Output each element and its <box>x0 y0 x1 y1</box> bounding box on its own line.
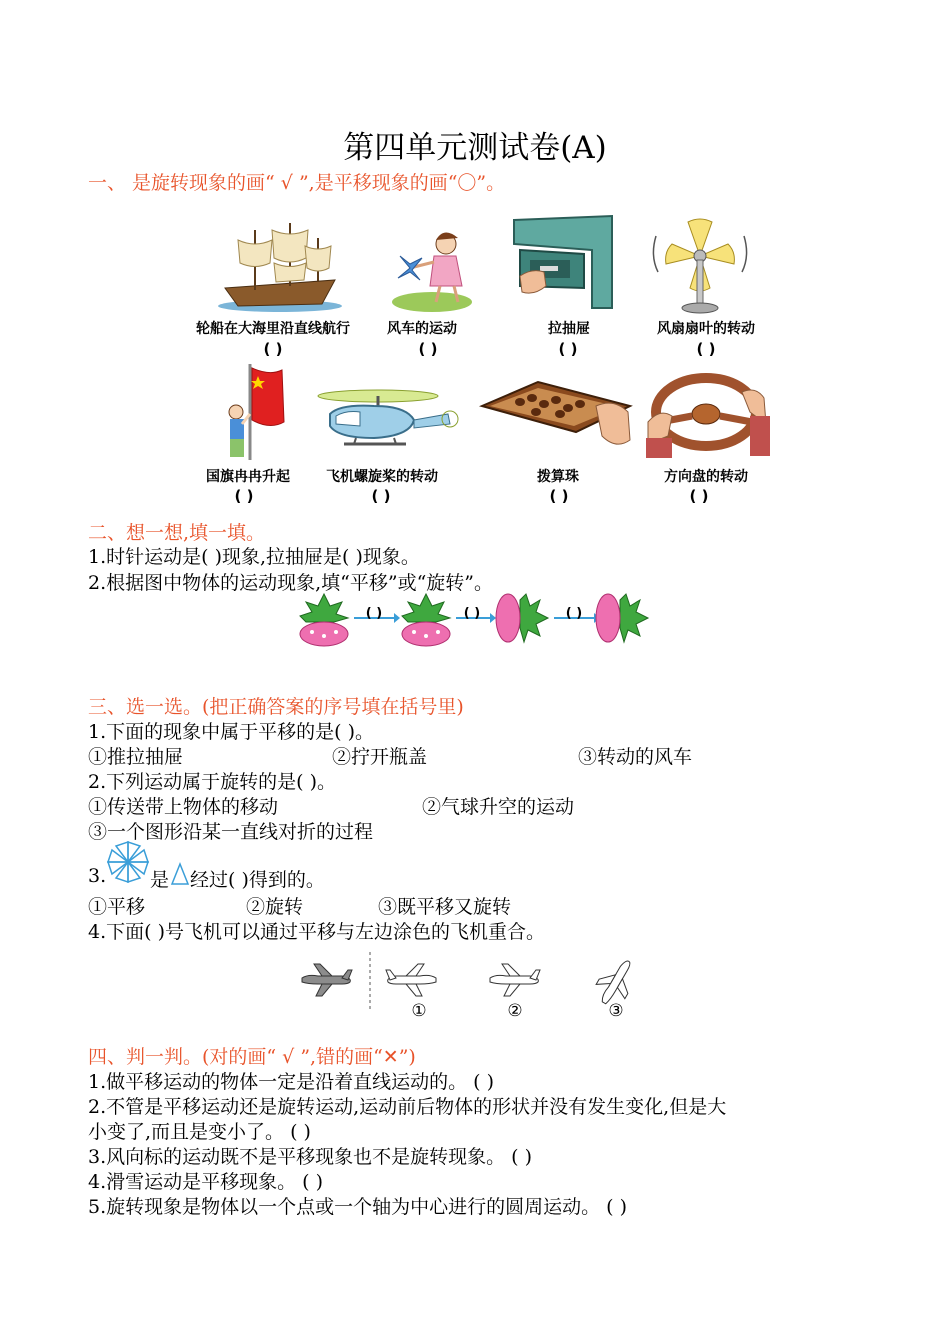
shaded-airplane-icon <box>298 962 354 998</box>
section2-question-1: 1.时针运动是( )现象,拉抽屉是( )现象。 <box>88 546 420 568</box>
q1-option-3[interactable]: ③转动的风车 <box>578 746 693 768</box>
answer-blank-drawer[interactable]: ( ) <box>558 340 578 358</box>
q3-option-1[interactable]: ①平移 <box>88 896 146 918</box>
q3-option-2[interactable]: ②旋转 <box>246 896 304 918</box>
airplane-label-3[interactable]: ③ <box>608 1001 624 1021</box>
answer-blank-flag[interactable]: ( ) <box>234 487 254 505</box>
caption-pinwheel: 风车的运动 <box>387 321 457 337</box>
divider-line <box>368 952 372 1012</box>
q1-option-1[interactable]: ①推拉抽屉 <box>88 746 184 768</box>
section3-question-3-text-b: 经过( )得到的。 <box>190 869 325 891</box>
section3-question-3-text-a: 是 <box>150 869 170 891</box>
caption-flag: 国旗冉冉升起 <box>206 469 290 485</box>
judge-item-2-cont: 小变了,而且是变小了。 ( ) <box>88 1121 311 1143</box>
answer-blank-abacus[interactable]: ( ) <box>549 487 569 505</box>
answer-blank-helicopter[interactable]: ( ) <box>371 487 391 505</box>
judge-item-5: 5.旋转现象是物体以一个点或一个轴为中心进行的圆周运动。 ( ) <box>88 1196 628 1218</box>
arrow-blank-3[interactable]: ( ) <box>565 606 583 621</box>
section4-heading: 四、判一判。(对的画“ √ ”,错的画“✕”) <box>88 1046 416 1068</box>
drawer-icon <box>512 216 616 312</box>
caption-steering: 方向盘的转动 <box>664 469 748 485</box>
answer-blank-fan[interactable]: ( ) <box>696 340 716 358</box>
flag-icon <box>218 362 288 462</box>
caption-abacus: 拨算珠 <box>537 469 579 485</box>
steering-wheel-icon <box>646 372 770 462</box>
q2-option-2[interactable]: ②气球升空的运动 <box>422 796 575 818</box>
judge-item-4: 4.滑雪运动是平移现象。 ( ) <box>88 1171 324 1193</box>
section3-question-3-number: 3. <box>88 865 107 887</box>
caption-ship: 轮船在大海里沿直线航行 <box>196 321 350 337</box>
plant-pot-icon <box>296 590 352 646</box>
caption-drawer: 拉抽屉 <box>548 321 590 337</box>
plant-pot-rotated-icon <box>496 590 552 646</box>
q2-option-1[interactable]: ①传送带上物体的移动 <box>88 796 279 818</box>
section2-heading: 二、想一想,填一填。 <box>88 522 266 544</box>
plant-pot-icon <box>398 590 454 646</box>
q2-option-3[interactable]: ③一个图形沿某一直线对折的过程 <box>88 821 374 843</box>
helicopter-icon <box>310 374 460 458</box>
pinwheel-icon <box>370 222 480 312</box>
page-title: 第四单元测试卷(A) <box>343 130 607 166</box>
q1-option-2[interactable]: ②拧开瓶盖 <box>332 746 428 768</box>
arrow-blank-2[interactable]: ( ) <box>463 606 481 621</box>
airplane-label-1[interactable]: ① <box>411 1001 427 1021</box>
answer-blank-steering[interactable]: ( ) <box>689 487 709 505</box>
plant-pot-rotated-icon <box>596 590 652 646</box>
airplane-option-1-icon <box>384 962 440 998</box>
pinwheel-pattern-icon <box>106 840 150 884</box>
airplane-option-3-icon <box>592 958 640 1006</box>
answer-blank-ship[interactable]: ( ) <box>263 340 283 358</box>
abacus-icon <box>480 376 632 452</box>
section3-question-2: 2.下列运动属于旋转的是( )。 <box>88 771 336 793</box>
caption-helicopter: 飞机螺旋桨的转动 <box>326 469 438 485</box>
arrow-blank-1[interactable]: ( ) <box>365 606 383 621</box>
fan-icon <box>650 216 750 316</box>
ship-icon <box>210 218 350 313</box>
judge-item-3: 3.风向标的运动既不是平移现象也不是旋转现象。 ( ) <box>88 1146 533 1168</box>
section2-question-2: 2.根据图中物体的运动现象,填“平移”或“旋转”。 <box>88 572 494 594</box>
triangle-icon <box>170 862 190 886</box>
judge-item-1: 1.做平移运动的物体一定是沿着直线运动的。 ( ) <box>88 1071 495 1093</box>
caption-fan: 风扇扇叶的转动 <box>657 321 755 337</box>
airplane-label-2[interactable]: ② <box>507 1001 523 1021</box>
airplane-option-2-icon <box>486 962 542 998</box>
section3-question-4: 4.下面( )号飞机可以通过平移与左边涂色的飞机重合。 <box>88 921 545 943</box>
judge-item-2: 2.不管是平移运动还是旋转运动,运动前后物体的形状并没有发生变化,但是大 <box>88 1096 727 1118</box>
section1-heading: 一、 是旋转现象的画“ √ ”,是平移现象的画“〇”。 <box>88 172 506 194</box>
answer-blank-pinwheel[interactable]: ( ) <box>418 340 438 358</box>
section3-heading: 三、选一选。(把正确答案的序号填在括号里) <box>88 696 464 718</box>
section3-question-1: 1.下面的现象中属于平移的是( )。 <box>88 721 374 743</box>
q3-option-3[interactable]: ③既平移又旋转 <box>378 896 512 918</box>
